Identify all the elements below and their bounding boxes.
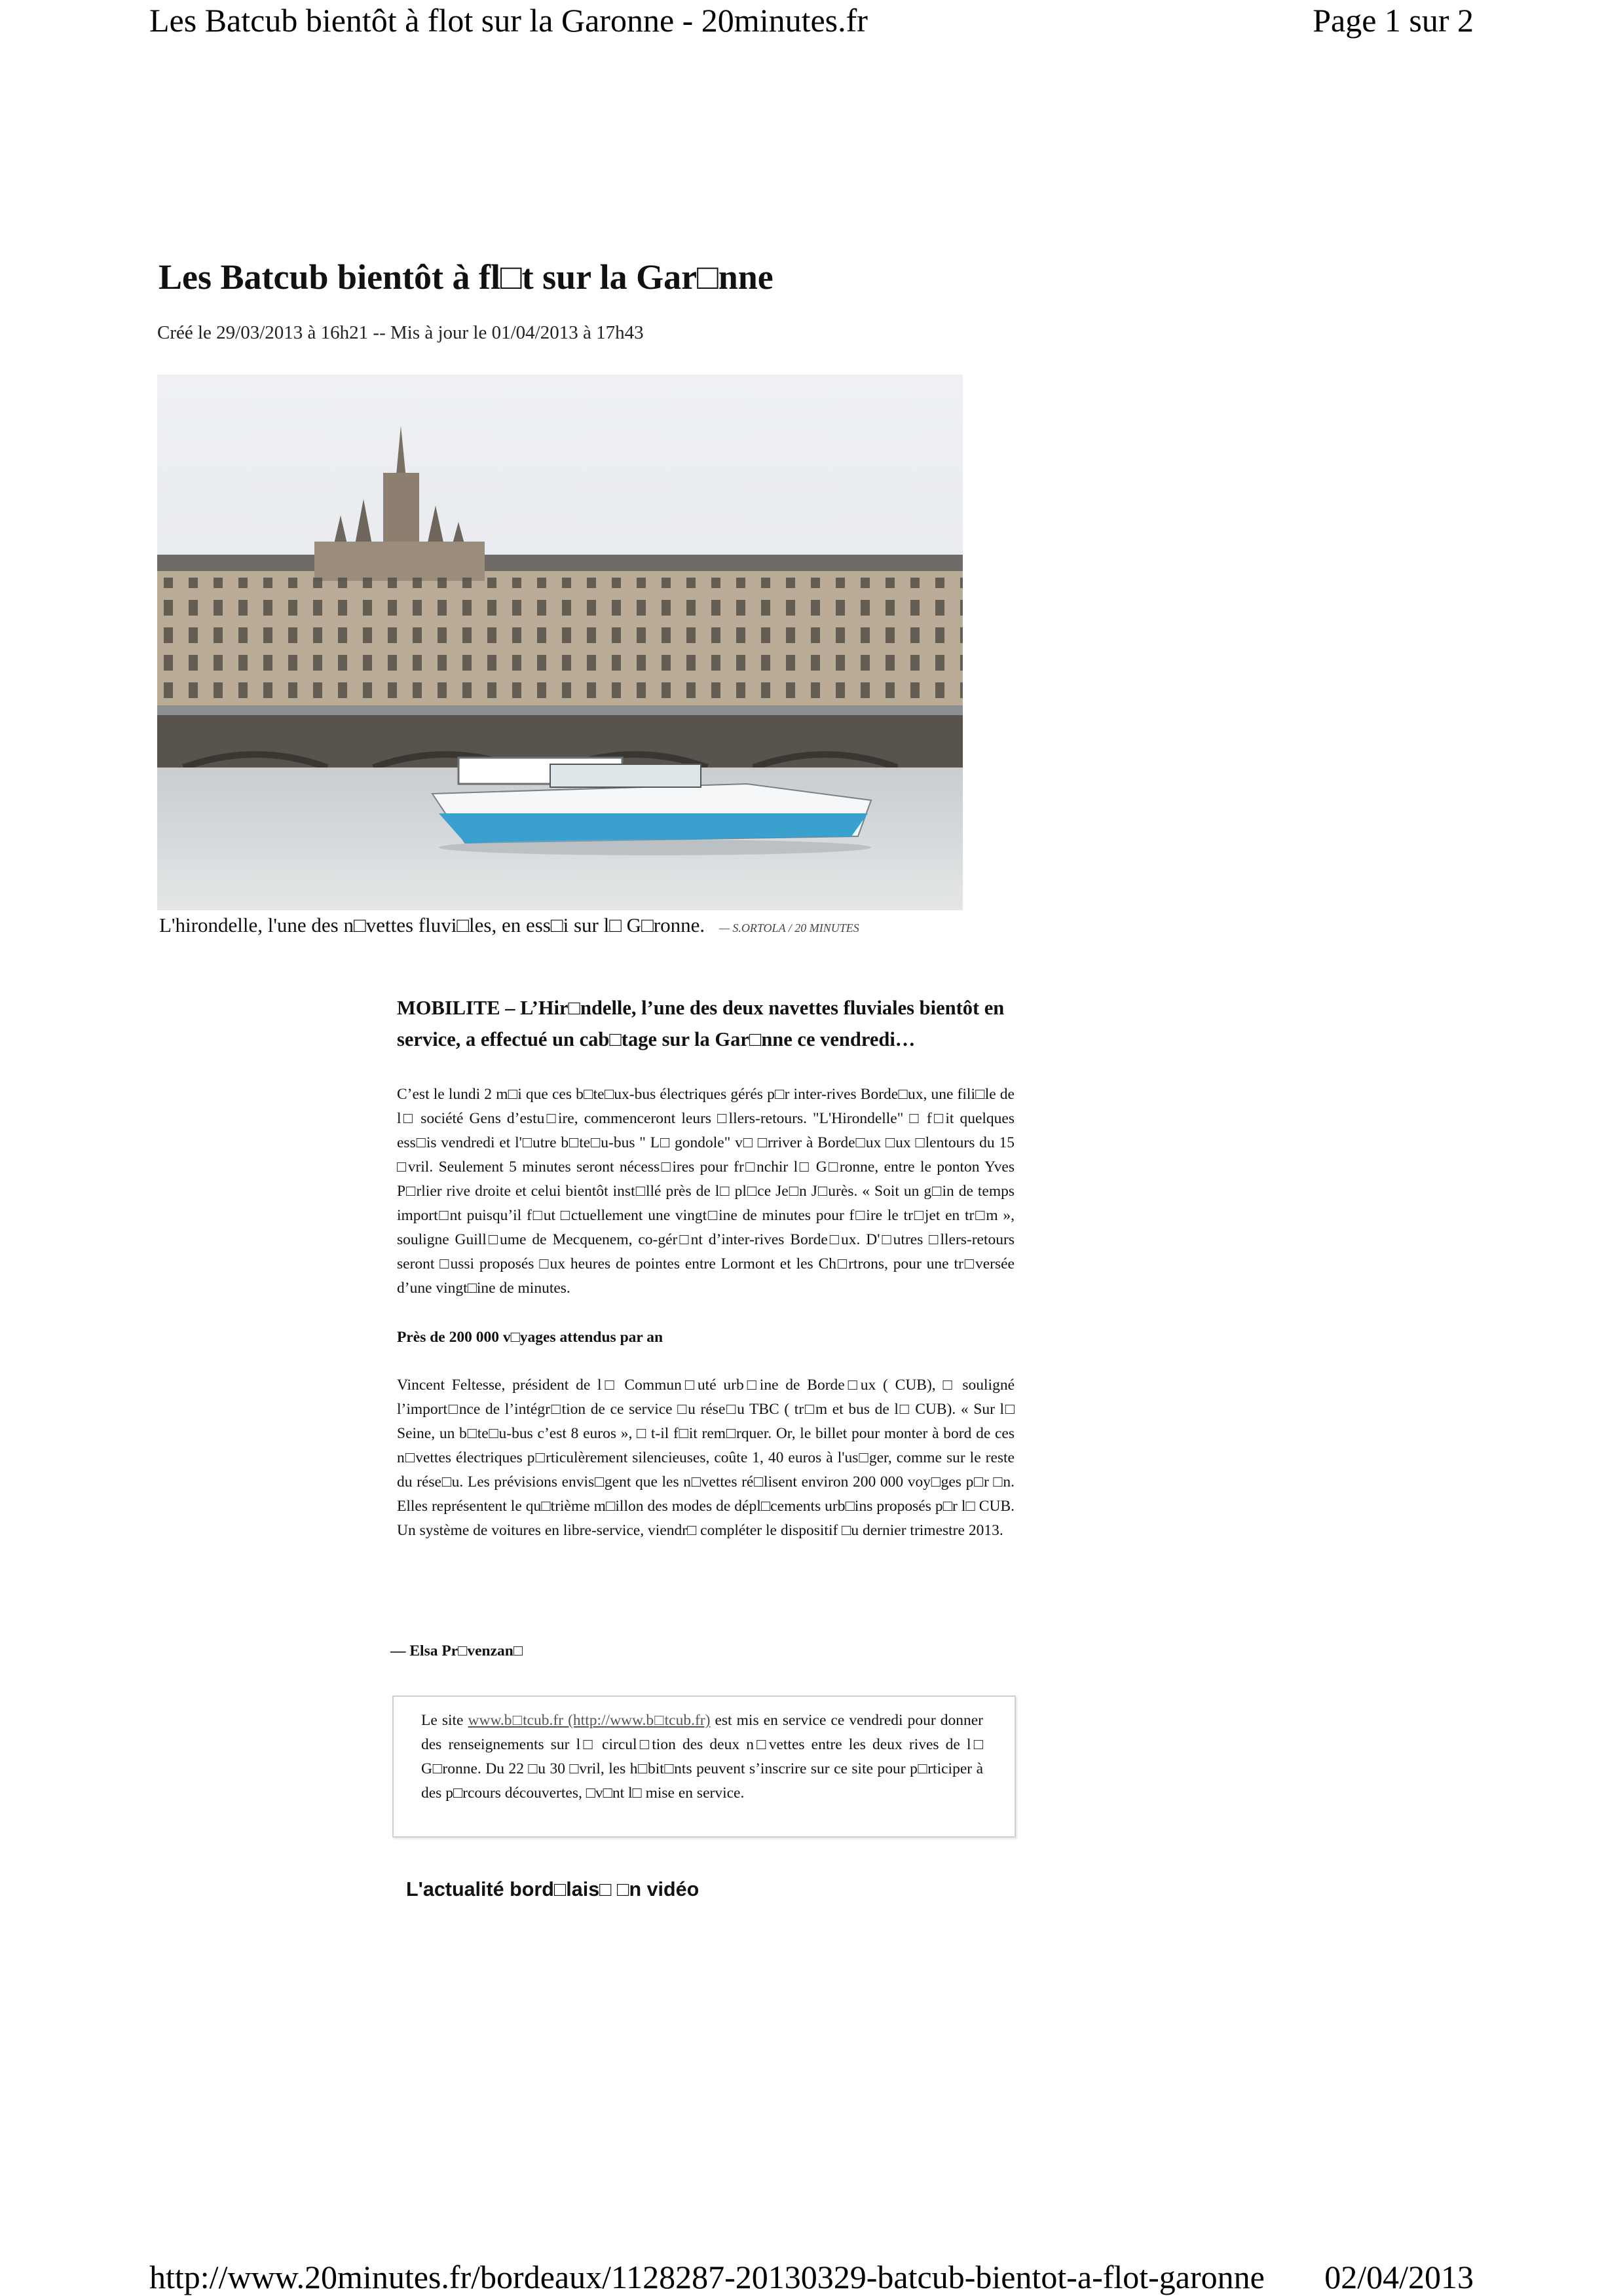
page-header-title: Les Batcub bientôt à flot sur la Garonne - 20minutes.fr <box>149 2 868 39</box>
video-section-title: L'actualité bord□lais□ □n vidéo <box>406 1878 700 1900</box>
article-lead: MOBILITE – L’Hir□ndelle, l’une des deux navettes fluviales bientôt en service, a effectué un cab□tage sur la Gar□nne ce vendredi… <box>397 997 1005 1050</box>
footer-date: 02/04/2013 <box>1324 2259 1474 2295</box>
info-text-before: Le site <box>421 1712 468 1729</box>
article-body <box>397 992 1015 1543</box>
article-paragraph-1: C’est le lundi 2 m□i que ces b□te□ux-bus électriques gérés p□r inter-rives Borde□ux, une fili□le de l□ société Gens d’estu□ire, commenceront leurs □llers-retours. "L'Hirondelle" □ f□it quelques ess□is vendredi et l'□utre b□te□u-bus " L□ gondole" v□ □rriver à Borde□ux □ux □lentours du 15 □vril. Seulement 5 minutes seront nécess□ires pour fr□nchir l□ G□ronne, entre le ponton Yves P□rlier rive droite et celui bientôt inst□llé près de l□ pl□ce Je□n J□urès. « Soit un g□in de temps import□nt puisqu’il f□ut □ctuellement une vingt□ine de minutes pour f□ire le tr□jet en tr□m », souligne Guill□ume de Mecquenem, co-gér□nt d’inter-rives Borde□ux. D'□utres □llers-retours seront □ussi proposés □ux heures de pointes entre Lormont et les Ch□rtrons, pour une tr□versée d’une vingt□ine de minutes. <box>397 1086 1015 1297</box>
photo-caption <box>159 914 859 937</box>
caption-text: L'hirondelle, l'une des n□vettes fluvi□les, en ess□i sur l□ G□ronne. <box>159 914 705 936</box>
article-title: Les Batcub bientôt à fl□t sur la Gar□nne <box>159 257 774 297</box>
info-text-after: est mis en service ce vendredi pour donner des renseignements sur l□ circul□tion des deux n□vettes entre les deux rives de l□ G□ronne. Du 22 □u 30 □vril, les h□bit□nts peuvent s’inscrire sur ce site pour p□rticiper à des p□rcours découvertes, □v□nt l□ mise en service. <box>421 1712 983 1802</box>
article-photo <box>157 375 963 910</box>
info-box <box>392 1695 1016 1838</box>
footer-url: http://www.20minutes.fr/bordeaux/1128287-20130329-batcub-bientot-a-flot-garonne <box>149 2259 1265 2295</box>
photo-bordeaux-riverfront-boat <box>157 375 963 910</box>
page-number: Page 1 sur 2 <box>1313 2 1474 39</box>
info-box-text <box>421 1709 983 1805</box>
article-paragraph-2: Vincent Feltesse, président de l□ Commun□uté urb□ine de Borde□ux ( CUB), □ souligné l’import□nce de l’intégr□tion de ce service □u rése□u TBC ( tr□m et bus de l□ CUB). « Sur l□ Seine, un b□te□u-bus c’est 8 euros », □ t-il f□it rem□rquer. Or, le billet pour monter à bord de ces n□vettes électriques p□rticulèrement silencieuses, coûte 1, 40 euros à l'us□ger, comme sur le reste du rése□u. Les prévisions envis□gent que les n□vettes ré□lisent environ 200 000 voy□ges p□r □n. Elles représentent le qu□trième m□illon des modes de dépl□cements urb□ins proposés p□r l□ CUB. Un système de voitures en libre-service, viendr□ compléter le dispositif □u dernier trimestre 2013. <box>397 1377 1015 1539</box>
article-author: — Elsa Pr□venzan□ <box>390 1642 523 1659</box>
photo-credit: — S.ORTOLA / 20 MINUTES <box>718 921 859 935</box>
article-dates: Créé le 29/03/2013 à 16h21 -- Mis à jour le 01/04/2013 à 17h43 <box>157 322 644 343</box>
article-subheading: Près de 200 000 v□yages attendus par an <box>397 1329 663 1346</box>
batcub-site-link[interactable]: www.b□tcub.fr (http://www.b□tcub.fr) <box>468 1712 711 1729</box>
